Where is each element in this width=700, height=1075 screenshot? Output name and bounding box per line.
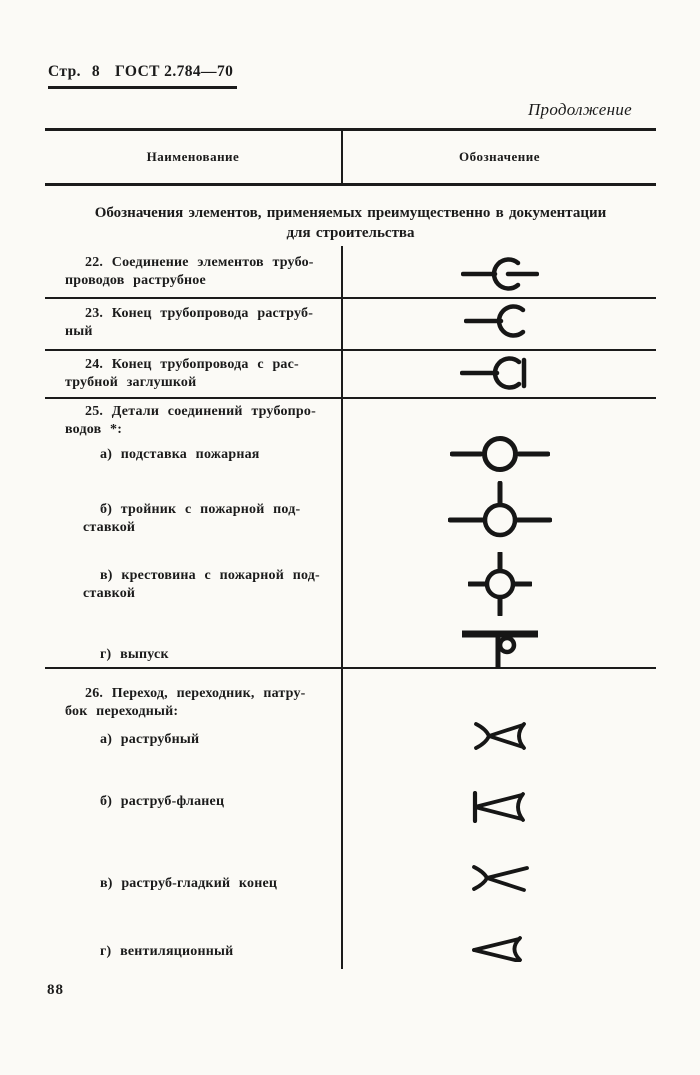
page-number-top: 8: [91, 63, 101, 80]
row-23-line1: 23. Конец трубопровода раструб-: [85, 306, 314, 321]
row-25g-label: г) выпуск: [100, 647, 169, 662]
tee-with-fire-stand-icon: [448, 481, 552, 539]
continuation-label: Продолжение: [527, 100, 632, 119]
row-22-designation: [341, 246, 656, 297]
ventilation-transition-icon: [471, 936, 529, 962]
row-26g-label: г) вентиляционный: [100, 944, 234, 959]
table-row-22: [45, 246, 656, 299]
bell-end-with-plug-icon: [460, 355, 540, 391]
row-25-name: [45, 399, 341, 667]
cross-with-fire-stand-icon: [468, 552, 532, 616]
row-26-designation: [341, 669, 656, 969]
row-25-line2: водов *:: [65, 422, 123, 437]
bell-flange-transition-icon: [469, 791, 531, 823]
page-footer-number: 88: [47, 982, 64, 998]
outlet-icon: [460, 629, 540, 669]
row-25v-line1: в) крестовина с пожарной под-: [100, 568, 320, 583]
row-26v-label: в) раструб-гладкий конец: [100, 876, 278, 891]
row-23-name: [45, 299, 341, 349]
bell-end-icon: [464, 303, 536, 339]
column-header-name: Наименование: [146, 149, 240, 164]
row-25b-line1: б) тройник с пожарной под-: [100, 502, 301, 517]
table-row-23: [45, 299, 656, 351]
section-title-line2: для строительства: [286, 225, 415, 241]
table-row-26: [45, 669, 656, 969]
row-26-name: [45, 669, 341, 969]
row-25a-label: а) подставка пожарная: [100, 447, 260, 462]
row-25b-line2: ставкой: [83, 520, 136, 535]
row-24-designation: [341, 351, 656, 397]
row-26-line1: 26. Переход, переходник, патру-: [85, 686, 306, 701]
row-23-designation: [341, 299, 656, 349]
table-header-row: [45, 131, 656, 186]
section-title-line1: Обозначения элементов, применяемых преимущественно в документации: [94, 205, 607, 221]
row-22-name: [45, 246, 341, 297]
bell-mouth-transition-icon: [470, 721, 530, 751]
row-25-designation: [341, 399, 656, 667]
table-row-24: [45, 351, 656, 399]
row-23-line2: ный: [65, 324, 93, 339]
row-24-line1: 24. Конец трубопровода с рас-: [85, 357, 299, 372]
bell-socket-joint-icon: [461, 257, 539, 291]
page-label: Стр.: [48, 63, 81, 80]
row-25v-line2: ставкой: [83, 586, 136, 601]
row-26b-label: б) раструб-фланец: [100, 794, 225, 809]
doc-number: ГОСТ 2.784—70: [115, 63, 234, 80]
fire-stand-icon: [450, 435, 550, 473]
row-25-line1: 25. Детали соединений трубопро-: [85, 404, 316, 419]
row-24-line2: трубной заглушкой: [65, 375, 197, 390]
row-26a-label: а) раструбный: [100, 732, 200, 747]
row-22-line1: 22. Соединение элементов трубо-: [85, 255, 314, 270]
page-header-text: [48, 63, 237, 89]
page-header: [48, 63, 237, 89]
column-header-designation: Обозначение: [341, 131, 656, 183]
row-22-line2: проводов раструбное: [65, 273, 206, 288]
row-26-line2: бок переходный:: [65, 704, 179, 719]
row-24-name: [45, 351, 341, 397]
bell-smooth-end-transition-icon: [470, 865, 530, 893]
table-row-25: [45, 399, 656, 669]
symbols-table: [45, 128, 656, 969]
section-title: [45, 186, 656, 246]
